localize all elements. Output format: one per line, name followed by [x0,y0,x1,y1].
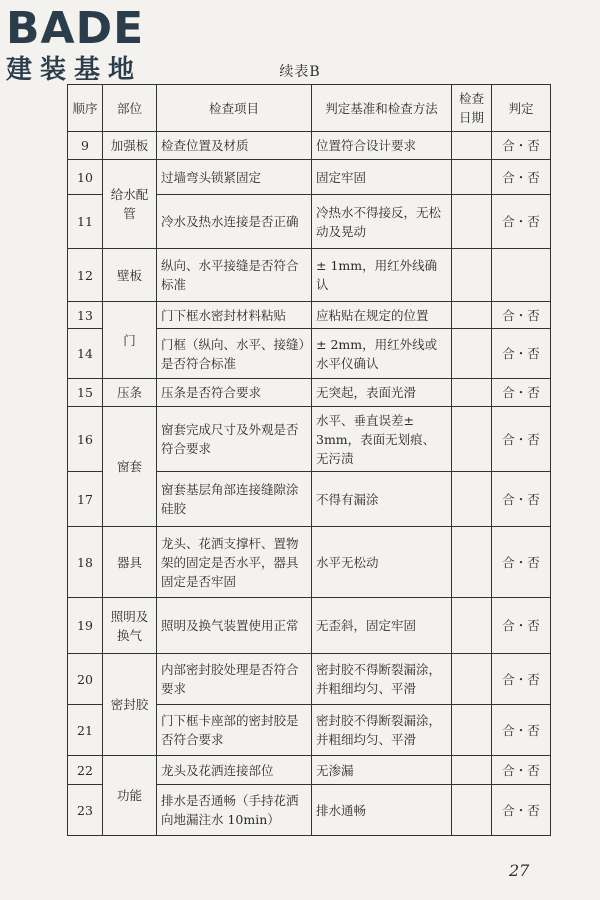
table-row [68,527,551,598]
row-verdict: 合・否 [492,527,551,598]
page-number: 27 [509,861,530,880]
row-verdict: 合・否 [492,132,551,160]
row-number: 18 [68,527,103,598]
row-method: 位置符合设计要求 [312,132,452,160]
row-part: 照明及换气 [103,598,157,654]
header-part: 部位 [103,85,157,132]
row-part: 给水配管 [103,160,157,249]
row-item: 冷水及热水连接是否正确 [157,195,312,249]
row-method: 应粘贴在规定的位置 [312,302,452,329]
row-date [452,756,492,785]
table-row [68,756,551,785]
row-item: 龙头、花洒支撑杆、置物架的固定是否水平，器具固定是否牢固 [157,527,312,598]
row-date [452,407,492,472]
logo-subtitle: 建装基地 [6,55,143,85]
row-number: 10 [68,160,103,195]
row-verdict: 合・否 [492,598,551,654]
table-row [68,302,551,329]
inspection-table [67,84,551,836]
row-method: 密封胶不得断裂漏涂，并粗细均匀、平滑 [312,654,452,705]
row-verdict: 合・否 [492,756,551,785]
row-verdict: 合・否 [492,785,551,836]
row-item: 门框（纵向、水平、接缝）是否符合标准 [157,329,312,379]
row-part: 窗套 [103,407,157,527]
row-number: 22 [68,756,103,785]
row-verdict: 合・否 [492,160,551,195]
header-order: 顺序 [68,85,103,132]
row-date [452,472,492,527]
row-part: 壁板 [103,249,157,302]
row-number: 15 [68,379,103,407]
row-part: 压条 [103,379,157,407]
row-verdict: 合・否 [492,407,551,472]
row-number: 14 [68,329,103,379]
row-verdict: 合・否 [492,302,551,329]
row-verdict: 合・否 [492,329,551,379]
header-method: 判定基准和检查方法 [312,85,452,132]
row-verdict [492,249,551,302]
row-method: 无突起，表面光滑 [312,379,452,407]
row-item: 排水是否通畅（手持花洒向地漏注水 10min） [157,785,312,836]
header-row [68,85,551,132]
table-row [68,407,551,472]
row-item: 内部密封胶处理是否符合要求 [157,654,312,705]
row-verdict: 合・否 [492,654,551,705]
row-date [452,379,492,407]
row-part: 器具 [103,527,157,598]
row-item: 窗套完成尺寸及外观是否符合要求 [157,407,312,472]
row-item: 压条是否符合要求 [157,379,312,407]
row-item: 纵向、水平接缝是否符合标准 [157,249,312,302]
row-method: 无歪斜，固定牢固 [312,598,452,654]
row-method: 排水通畅 [312,785,452,836]
row-part: 加强板 [103,132,157,160]
row-item: 过墙弯头锁紧固定 [157,160,312,195]
row-number: 11 [68,195,103,249]
row-number: 21 [68,705,103,756]
row-date [452,302,492,329]
row-date [452,527,492,598]
row-item: 检查位置及材质 [157,132,312,160]
header-date: 检查日期 [452,85,492,132]
header-verdict: 判定 [492,85,551,132]
row-date [452,249,492,302]
row-method: 冷热水不得接反，无松动及晃动 [312,195,452,249]
row-part: 门 [103,302,157,379]
row-method: 水平无松动 [312,527,452,598]
row-item: 门下框卡座部的密封胶是否符合要求 [157,705,312,756]
row-item: 龙头及花洒连接部位 [157,756,312,785]
row-method: ± 1mm，用红外线确认 [312,249,452,302]
table-row [68,654,551,705]
row-number: 17 [68,472,103,527]
row-verdict: 合・否 [492,379,551,407]
row-number: 9 [68,132,103,160]
row-part: 功能 [103,756,157,836]
row-number: 16 [68,407,103,472]
row-date [452,785,492,836]
row-method: 不得有漏涂 [312,472,452,527]
row-number: 13 [68,302,103,329]
row-verdict: 合・否 [492,195,551,249]
row-part: 密封胶 [103,654,157,756]
table-row [68,598,551,654]
row-date [452,705,492,756]
row-item: 窗套基层角部连接缝隙涂硅胶 [157,472,312,527]
row-date [452,598,492,654]
table-caption: 续表B [279,64,321,80]
row-number: 23 [68,785,103,836]
row-number: 12 [68,249,103,302]
row-date [452,654,492,705]
row-date [452,195,492,249]
row-method: 无渗漏 [312,756,452,785]
row-verdict: 合・否 [492,705,551,756]
row-method: 水平、垂直误差± 3mm，表面无划痕、无污渍 [312,407,452,472]
table-row [68,249,551,302]
logo-wordmark: BADE [6,3,145,54]
row-number: 20 [68,654,103,705]
row-method: 固定牢固 [312,160,452,195]
table-row [68,132,551,160]
row-number: 19 [68,598,103,654]
row-item: 照明及换气装置使用正常 [157,598,312,654]
table-row [68,160,551,195]
header-item: 检查项目 [157,85,312,132]
row-date [452,132,492,160]
table-row [68,379,551,407]
row-date [452,329,492,379]
row-item: 门下框水密封材料粘贴 [157,302,312,329]
row-date [452,160,492,195]
row-verdict: 合・否 [492,472,551,527]
row-method: ± 2mm，用红外线或水平仪确认 [312,329,452,379]
row-method: 密封胶不得断裂漏涂，并粗细均匀、平滑 [312,705,452,756]
